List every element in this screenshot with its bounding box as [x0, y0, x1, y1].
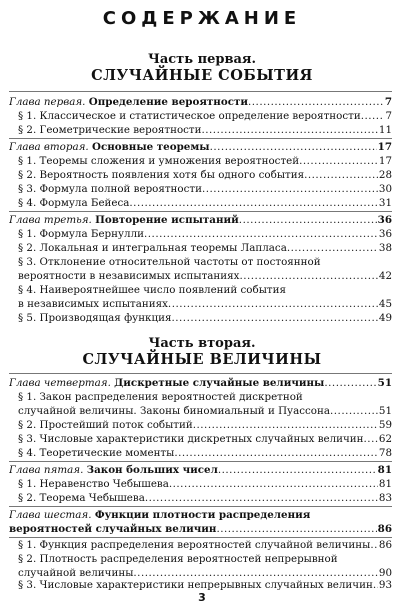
- section-title: § 1. Функция распределения вероятностей случайной величины: [18, 539, 371, 551]
- page-ref: 51: [378, 405, 392, 417]
- dot-leader: [248, 95, 384, 109]
- chapter-name: Определение вероятности: [88, 96, 248, 108]
- section-title-cont: в независимых испытаниях: [18, 298, 168, 310]
- part-title: СЛУЧАЙНЫЕ СОБЫТИЯ: [91, 67, 313, 84]
- page-ref: 17: [377, 141, 392, 153]
- toc-section-continued[interactable]: [18, 269, 392, 283]
- dot-leader: [239, 213, 377, 227]
- dot-leader: [370, 538, 378, 552]
- toc-section[interactable]: [18, 552, 392, 566]
- toc-section[interactable]: [18, 283, 392, 297]
- dot-leader: [330, 404, 378, 418]
- toc-section-continued[interactable]: [18, 404, 392, 418]
- chapter-name: Дискретные случайные величины: [114, 377, 325, 389]
- dot-leader: [287, 241, 378, 255]
- toc-section[interactable]: [18, 109, 392, 123]
- page-ref: 90: [378, 567, 392, 579]
- page-ref: 31: [378, 197, 392, 209]
- toc-chapter-4[interactable]: [9, 376, 392, 390]
- toc-chapter-5[interactable]: [9, 463, 392, 477]
- chapter-name: Закон больших чисел: [86, 464, 218, 476]
- section-title: § 2. Вероятность появления хотя бы одного события: [18, 169, 305, 181]
- dot-leader: [299, 154, 378, 168]
- dot-leader: [169, 477, 378, 491]
- toc-section[interactable]: [18, 196, 392, 210]
- dot-leader: [361, 109, 385, 123]
- dot-leader: [218, 463, 377, 477]
- section-title: § 3. Числовые характеристики непрерывных случайных величин: [18, 579, 373, 591]
- part-rule: [9, 91, 392, 92]
- toc-section[interactable]: [18, 578, 392, 592]
- toc-section[interactable]: [18, 168, 392, 182]
- dot-leader: [201, 123, 377, 137]
- page-ref: 11: [378, 124, 392, 136]
- page-ref: 7: [385, 110, 392, 122]
- section-title: § 3. Отклонение относительной частоты от постоянной: [18, 256, 321, 268]
- chapter-rule: [9, 506, 392, 507]
- page-ref: 81: [378, 478, 392, 490]
- dot-leader: [304, 168, 378, 182]
- section-title: § 1. Формула Бернулли: [18, 228, 144, 240]
- chapter-name: Повторение испытаний: [95, 214, 239, 226]
- section-title: § 2. Локальная и интегральная теоремы Лапласа: [18, 242, 287, 254]
- chapter-name: Функции плотности распределения: [94, 509, 311, 521]
- part-rule: [9, 373, 392, 374]
- page-ref: 36: [378, 228, 392, 240]
- section-title: § 1. Закон распределения вероятностей дискретной: [18, 391, 303, 403]
- chapter-label: Глава шестая.: [9, 509, 92, 521]
- toc-section[interactable]: [18, 123, 392, 137]
- part-heading-2: [0, 336, 404, 369]
- section-title: § 4. Формула Бейеса: [18, 197, 130, 209]
- part-title: СЛУЧАЙНЫЕ ВЕЛИЧИНЫ: [82, 351, 322, 368]
- page-ref: 17: [378, 155, 392, 167]
- toc-section[interactable]: [18, 255, 392, 269]
- section-title: § 4. Теоретические моменты: [18, 447, 175, 459]
- page-ref: 38: [378, 242, 392, 254]
- toc-section[interactable]: [18, 491, 392, 505]
- page-ref: 78: [378, 447, 392, 459]
- dot-leader: [168, 297, 378, 311]
- toc-section[interactable]: [18, 154, 392, 168]
- toc-section[interactable]: [18, 418, 392, 432]
- page-ref: 59: [378, 419, 392, 431]
- page-ref: 81: [377, 464, 392, 476]
- section-title-cont: вероятности в независимых испытаниях: [18, 270, 240, 282]
- dot-leader: [202, 182, 378, 196]
- chapter-label: Глава третья.: [9, 214, 92, 226]
- toc-chapter-6[interactable]: [9, 508, 392, 522]
- chapter-label: Глава первая.: [9, 96, 86, 108]
- toc-section[interactable]: [18, 538, 392, 552]
- dot-leader: [129, 196, 377, 210]
- dot-leader: [174, 446, 378, 460]
- chapter-name: Основные теоремы: [91, 141, 210, 153]
- dot-leader: [145, 491, 378, 505]
- toc-section-continued[interactable]: [18, 297, 392, 311]
- dot-leader: [239, 269, 377, 283]
- toc-section[interactable]: [18, 241, 392, 255]
- toc-section[interactable]: [18, 182, 392, 196]
- section-title: § 2. Плотность распределения вероятностей непрерывной: [18, 553, 338, 565]
- part-label: Часть первая.: [147, 52, 257, 67]
- page-ref: 7: [384, 96, 392, 108]
- page-ref: 36: [377, 214, 392, 226]
- section-title: § 4. Наивероятнейшее число появлений события: [18, 284, 286, 296]
- dot-leader: [144, 227, 378, 241]
- page-ref: 45: [378, 298, 392, 310]
- chapter-rule: [9, 461, 392, 462]
- page-ref: 28: [378, 169, 392, 181]
- section-title: § 1. Неравенство Чебышева: [18, 478, 169, 490]
- chapter-label: Глава пятая.: [9, 464, 84, 476]
- section-title: § 5. Производящая функция: [18, 312, 172, 324]
- page-ref: 86: [378, 539, 392, 551]
- section-title: § 3. Числовые характеристики дискретных случайных величин: [18, 433, 364, 445]
- section-title: § 1. Классическое и статистическое определение вероятности: [18, 110, 361, 122]
- dot-leader: [210, 140, 377, 154]
- part-label: Часть вторая.: [148, 336, 256, 351]
- page-ref: 51: [377, 377, 392, 389]
- chapter-rule: [9, 138, 392, 139]
- dot-leader: [216, 522, 376, 536]
- page-ref: 86: [377, 523, 392, 535]
- section-title: § 2. Простейший поток событий: [18, 419, 193, 431]
- dot-leader: [324, 376, 376, 390]
- section-title-cont: случайной величины: [18, 567, 134, 579]
- dot-leader: [171, 311, 377, 325]
- toc-section[interactable]: [18, 446, 392, 460]
- page-ref: 62: [378, 433, 392, 445]
- page-ref: 83: [378, 492, 392, 504]
- page-ref: 42: [378, 270, 392, 282]
- section-title-cont: случайной величины. Законы биномиальный и Пуассона: [18, 405, 330, 417]
- toc-section[interactable]: [18, 432, 392, 446]
- toc-section[interactable]: [18, 477, 392, 491]
- page-ref: 93: [378, 579, 392, 591]
- toc-section[interactable]: [18, 227, 392, 241]
- toc-title: СОДЕРЖАНИЕ: [102, 8, 302, 29]
- page-number: 3: [198, 591, 206, 604]
- dot-leader: [364, 432, 378, 446]
- part-heading-1: [0, 52, 404, 85]
- chapter-name-cont: вероятностей случайных величин: [9, 523, 217, 535]
- toc-section[interactable]: [18, 390, 392, 404]
- section-title: § 3. Формула полной вероятности: [18, 183, 202, 195]
- page-ref: 49: [378, 312, 392, 324]
- toc-section[interactable]: [18, 311, 392, 325]
- dot-leader: [193, 418, 378, 432]
- chapter-label: Глава четвертая.: [9, 377, 111, 389]
- section-title: § 2. Геометрические вероятности: [18, 124, 202, 136]
- toc-chapter-6-continued[interactable]: [9, 522, 392, 536]
- toc-chapter-2[interactable]: [9, 140, 392, 154]
- chapter-rule: [9, 211, 392, 212]
- page-ref: 30: [378, 183, 392, 195]
- chapter-label: Глава вторая.: [9, 141, 89, 153]
- section-title: § 2. Теорема Чебышева: [18, 492, 145, 504]
- toc-chapter-3[interactable]: [9, 213, 392, 227]
- section-title: § 1. Теоремы сложения и умножения вероятностей: [18, 155, 300, 167]
- toc-chapter-1[interactable]: [9, 95, 392, 109]
